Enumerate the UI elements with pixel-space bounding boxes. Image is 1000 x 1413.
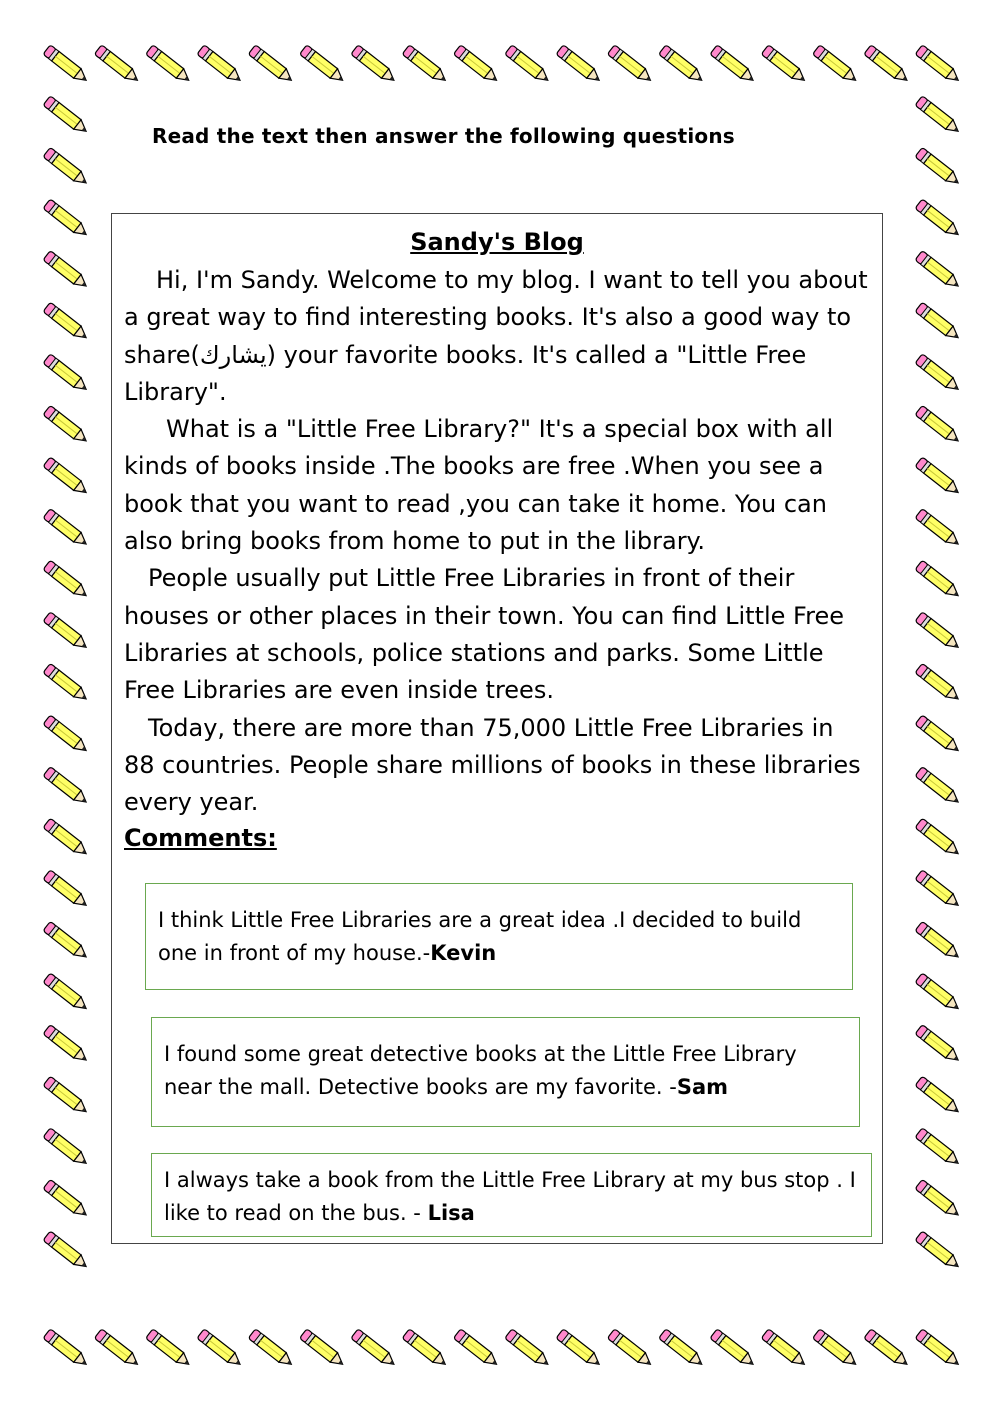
pencil-icon (915, 560, 962, 600)
blog-paragraph: What is a "Little Free Library?" It's a special box with all kinds of books inside .The books are free .When you see a book that you want to read ,you can take it home. You can also bring books from home to put in the library. (124, 415, 834, 556)
pencil-icon (915, 767, 962, 807)
pencil-icon (43, 870, 90, 910)
pencil-icon (915, 354, 962, 394)
pencil-icon (43, 715, 90, 755)
pencil-icon (43, 405, 90, 445)
pencil-icon (607, 45, 654, 85)
blog-paragraph: People usually put Little Free Libraries in front of their houses or other places in their town. You can find Little Free Libraries at schools, police stations and parks. Some Little Free Libraries are even inside trees. (124, 564, 844, 705)
pencil-icon (197, 45, 244, 85)
pencil-icon (915, 818, 962, 858)
comment-text: I always take a book from the Little Free Library at my bus stop . I like to read on the bus. - (164, 1168, 856, 1225)
comment-box (151, 1017, 860, 1127)
pencil-icon (43, 1076, 90, 1116)
pencil-icon (43, 973, 90, 1013)
pencil-icon (915, 1025, 962, 1065)
pencil-icon (197, 1329, 244, 1369)
pencil-icon (915, 870, 962, 910)
pencil-icon (43, 354, 90, 394)
pencil-icon (43, 45, 90, 85)
pencil-icon (43, 1025, 90, 1065)
pencil-icon (146, 1329, 193, 1369)
pencil-icon (864, 1329, 911, 1369)
pencil-icon (453, 45, 500, 85)
blog-paragraph: Hi, I'm Sandy. Welcome to my blog. I want to tell you about a great way to find interesting books. It's also a good way to share(يشارك) your favorite books. It's called a "Little Free Library". (124, 266, 868, 406)
pencil-icon (43, 96, 90, 136)
comment-box (145, 883, 853, 990)
pencil-icon (761, 1329, 808, 1369)
pencil-icon (505, 45, 552, 85)
pencil-icon (915, 921, 962, 961)
pencil-icon (659, 1329, 706, 1369)
pencil-icon (43, 767, 90, 807)
pencil-icon (710, 1329, 757, 1369)
pencil-icon (915, 1329, 962, 1369)
pencil-icon (915, 147, 962, 187)
pencil-icon (505, 1329, 552, 1369)
pencil-icon (761, 45, 808, 85)
comment-author: Sam (676, 1075, 729, 1099)
blog-paragraph: Today, there are more than 75,000 Little Free Libraries in 88 countries. People share millions of books in these libraries every year. (124, 713, 861, 817)
pencil-icon (43, 663, 90, 703)
pencil-icon (710, 45, 757, 85)
pencil-icon (43, 612, 90, 652)
pencil-icon (915, 612, 962, 652)
pencil-icon (915, 663, 962, 703)
pencil-icon (43, 1179, 90, 1219)
pencil-icon (299, 1329, 346, 1369)
pencil-icon (812, 45, 859, 85)
pencil-icon (915, 973, 962, 1013)
pencil-icon (299, 45, 346, 85)
instruction-text: Read the text then answer the following questions (152, 124, 735, 148)
pencil-icon (453, 1329, 500, 1369)
blog-title: Sandy's Blog (410, 228, 584, 256)
pencil-icon (402, 45, 449, 85)
pencil-icon (915, 45, 962, 85)
pencil-icon (43, 818, 90, 858)
pencil-icon (915, 509, 962, 549)
pencil-icon (43, 1329, 90, 1369)
pencil-icon (915, 1076, 962, 1116)
pencil-icon (915, 199, 962, 239)
pencil-icon (864, 45, 911, 85)
pencil-icon (43, 251, 90, 291)
pencil-icon (915, 302, 962, 342)
pencil-icon (556, 1329, 603, 1369)
pencil-icon (915, 1179, 962, 1219)
pencil-icon (94, 1329, 141, 1369)
pencil-icon (556, 45, 603, 85)
pencil-icon (43, 199, 90, 239)
pencil-icon (94, 45, 141, 85)
pencil-icon (915, 251, 962, 291)
pencil-icon (915, 405, 962, 445)
comment-text: I found some great detective books at the Little Free Library near the mall. Detective books are my favorite. - (164, 1042, 797, 1099)
pencil-icon (43, 457, 90, 497)
pencil-icon (248, 45, 295, 85)
pencil-icon (402, 1329, 449, 1369)
pencil-icon (351, 1329, 398, 1369)
pencil-icon (915, 715, 962, 755)
comment-text: I think Little Free Libraries are a great idea .I decided to build one in front of my house.- (158, 908, 802, 965)
pencil-icon (915, 96, 962, 136)
blog-body (124, 262, 868, 821)
pencil-icon (915, 1231, 962, 1271)
pencil-icon (915, 457, 962, 497)
comment-box (151, 1153, 872, 1237)
pencil-icon (43, 1128, 90, 1168)
blog-box (111, 213, 883, 1244)
pencil-icon (43, 509, 90, 549)
pencil-icon (248, 1329, 295, 1369)
pencil-icon (43, 921, 90, 961)
pencil-icon (351, 45, 398, 85)
comment-author: Lisa (427, 1201, 475, 1225)
pencil-icon (146, 45, 193, 85)
pencil-icon (915, 1128, 962, 1168)
pencil-icon (607, 1329, 654, 1369)
comments-heading: Comments: (124, 824, 277, 852)
pencil-icon (43, 1231, 90, 1271)
pencil-icon (43, 147, 90, 187)
pencil-icon (43, 560, 90, 600)
pencil-icon (812, 1329, 859, 1369)
pencil-icon (43, 302, 90, 342)
pencil-icon (659, 45, 706, 85)
comment-author: Kevin (430, 941, 497, 965)
